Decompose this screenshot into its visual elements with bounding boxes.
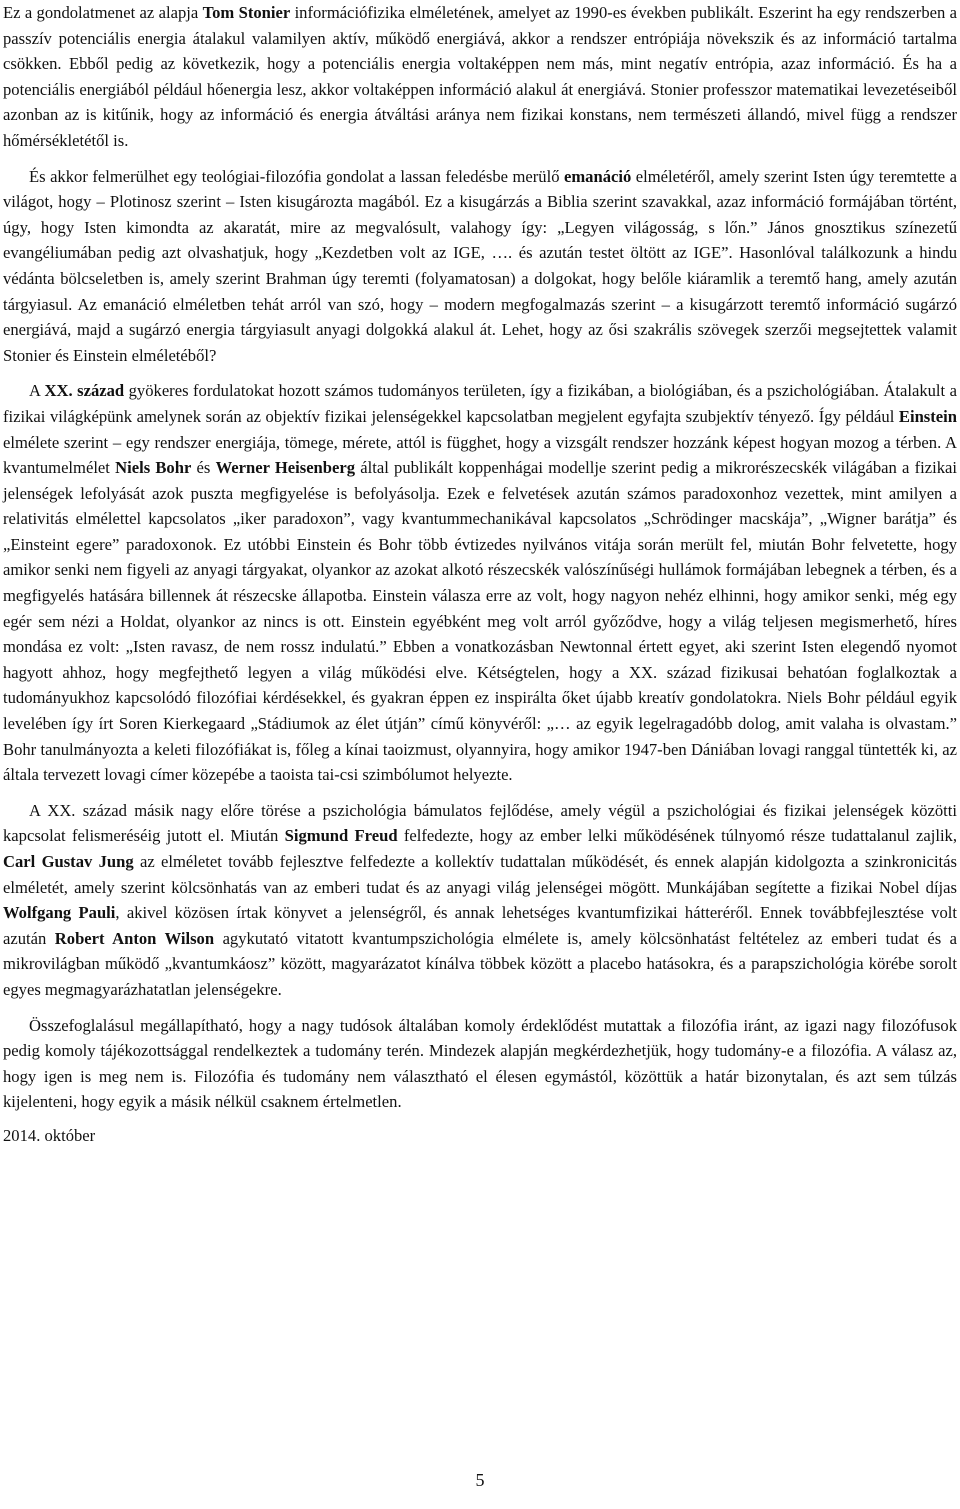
text-segment: A bbox=[29, 381, 45, 401]
bold-term: Einstein bbox=[898, 406, 957, 426]
text-segment: agykutató vitatott kvantumpszichológia elmélete is, amely kölcsönhatást feltételez az emberi tudat és a mikrovilágban működő „kvantumkáosz” között, magyarázatot kínálva többek között a placebo hatásokra, és a parapszichológia körébe sorolt egyes megmagyarázhatatlan jelenségekre. bbox=[3, 928, 958, 999]
bold-term: XX. század bbox=[44, 381, 125, 401]
bold-term: Sigmund Freud bbox=[284, 826, 398, 846]
text-segment: Összefoglalásul megállapítható, hogy a nagy tudósok általában komoly érdeklődést mutattak a filozófia iránt, az igazi nagy filozófusok pedig komoly tájékozottsággal rendelkeztek a tudomány terén. Mindezek alapján megkérdezhetjük, hogy tudomány-e a filozófia. A válasz az, hogy igen is meg nem is. Filozófia és tudomány nem választható el élesen egymástól, közöttük a határ bizonytalan, és azt sem túlzás kijelenteni, hogy egyik a másik nélkül csaknem értelmetlen. bbox=[3, 1015, 957, 1112]
bold-term: Tom Stonier bbox=[202, 3, 291, 22]
text-segment: , akivel közösen írtak könyvet a jelenségről, és annak lehetséges kvantumfizikai hátteréről. Ennek továbbfejlesztése volt azután bbox=[3, 903, 957, 948]
paragraph bbox=[3, 1013, 957, 1115]
text-segment: felfedezte, hogy az ember lelki működésének túlnyomó része tudattalanul zajlik, bbox=[397, 826, 958, 846]
text-segment: és bbox=[191, 458, 216, 478]
text-segment: A XX. század másik nagy előre törése a pszichológia bámulatos fejlődése, amely végül a pszichológiai és fizikai jelenségek közötti kapcsolat felismeréséig jutott el. Miután bbox=[3, 800, 957, 846]
bold-term: Carl Gustav Jung bbox=[3, 852, 134, 871]
text-segment: Ez a gondolatmenet az alapja bbox=[3, 3, 203, 22]
bold-term: Niels Bohr bbox=[115, 458, 192, 478]
text-segment: az elméletet tovább fejlesztve felfedezte a kollektív tudattalan működését, és ennek alapján kidolgozta a szinkronicitás elméletét, amely szerint kölcsönhatás van az emberi tudat és az anyagi világ jelenségei mögött. Munkájában segítette a fizikai Nobel díjas bbox=[3, 852, 957, 897]
text-segment: információfizika elméletének, amelyet az 1990-es években publikált. Eszerint ha egy rendszerben a passzív potenciális energia átalakul valamilyen aktív, működő energiává, akkor a rendszer entrópiája növekszik és az információ tartalma csökken. Ebből pedig az következik, hogy a potenciális energia voltaképpen nem más, mint negatív entrópia, azaz információ. És ha a potenciális energiából például hőenergia lesz, akkor voltaképpen információ alakul át energiává. Stonier professzor matematikai levezetéseiből azonban az is kitűnik, hogy az információ és energia átváltási aránya nem fizikai konstans, nem természeti állandó, mivel függ a rendszer hőmérsékletétől is. bbox=[3, 3, 957, 150]
text-segment: gyökeres fordulatokat hozott számos tudományos területen, így a fizikában, a biológiában, és a pszichológiában. Átalakult a fizikai világképünk amelynek során az objektív fizikai jelenségekkel kapcsolatban megjelent egyfajta szubjektív tényező. Így például bbox=[3, 381, 957, 426]
bold-term: emanáció bbox=[563, 166, 632, 186]
paragraph bbox=[3, 164, 957, 369]
document-page bbox=[3, 0, 957, 1149]
text-segment: által publikált koppenhágai modellje szerint pedig a mikrorészecskék világában a fizikai jelenségek lefolyását azok puszta megfigyelése is befolyásolja. Ezek e felvetések azután számos paradoxonhoz vezettek, mint amilyen a relativitás elmélettel kapcsolatos „iker paradoxon”, vagy kvantummechanikával kapcsolatos „Schrödinger macskája”, „Wigner barátja” és „Einsteint egere” paradoxonok. Ez utóbbi Einstein és Bohr több évtizedes nyilvános vitája során merült fel, miután Bohr felvetette, hogy amikor senki nem figyeli az anyagi tárgyakat, olyankor az azokat alkotó részecskék valószínűségi hullámok formájában lebegnek a térben, és a megfigyelés hatására billennek át részecske állapotba. Einstein válasza erre az volt, hogy nagyon nehéz elhinni, hogy amikor senki, még egy egér sem nézi a Holdat, olyankor az nincs is ott. Einstein egyébként meg volt arról győződve, hogy a világ teljesen megismerhető, híres mondása ez volt: „Isten ravasz, de nem rossz indulatú.” Ebben a vonatkozásban Newtonnal értett egyet, aki szerint Isten elegendő nyomot hagyott ahhoz, hogy megfejthető legyen a világ működési elve. Kétségtelen, hogy a XX. század fizikusai behatóan foglalkoztak a tudományukhoz kapcsolódó filozófiai kérdésekkel, és gyakran éppen ez inspirálta őket újabb kreatív gondolatokra. Niels Bohr például egyik levelében így írt Soren Kierkegaard „Stádiumok az élet útján” című könyvéről: „… az egyik legelragadóbb dolog, amit valaha is olvastam.” Bohr tanulmányozta a keleti filozófiákat is, főleg a kínai taoizmust, olyannyira, hogy amikor 1947-ben Dániában lovagi ranggal tüntették ki, az általa tervezett lovagi címer közepébe a taoista tai-csi szimbólumot helyezte. bbox=[3, 458, 957, 785]
text-segment: elméletéről, amely szerint Isten úgy teremtette a világot, hogy – Plotinosz szerint – Isten kisugározta magából. Ez a kisugárzás a Biblia szerint szavakkal, azaz információ formájában történt, úgy, hogy Isten kimondta az akaratát, mire az megvalósult, valahogy így: „Legyen világosság, s lőn.” János gnosztikus színezetű evangéliumában pedig azt olvashatjuk, hogy „Kezdetben volt az IGE, …. és azután testet öltött az IGE”. Hasonlóval találkozunk a hindu védánta bölcseletben is, amely szerint Brahman úgy teremti (folyamatosan) a dolgokat, hogy belőle kiáramlik a teremtő hang, amely azután tárgyiasul. Az emanáció elméletben tehát arról van szó, hogy – modern megfogalmazás szerint – a kisugárzott teremtő információ sugárzó energiává, majd a sugárzó energia tárgyiasult anyagi dolgokká alakul át. Lehet, hogy az ősi szakrális szövegek szerzői megsejtettek valamit Stonier és Einstein elméletéből? bbox=[3, 166, 957, 365]
bold-term: Wolfgang Pauli bbox=[3, 903, 116, 923]
text-segment: elmélete szerint – egy rendszer energiája, tömege, mérete, attól is függhet, hogy a vizsgált rendszer hozzánk képest hogyan mozog a térben. A kvantumelmélet bbox=[3, 432, 957, 478]
document-date: 2014. október bbox=[3, 1125, 96, 1145]
paragraph bbox=[3, 378, 957, 788]
bold-term: Robert Anton Wilson bbox=[54, 928, 215, 948]
paragraph bbox=[3, 798, 957, 1003]
page-number: 5 bbox=[475, 1470, 485, 1490]
paragraph bbox=[3, 0, 957, 154]
bold-term: Werner Heisenberg bbox=[215, 458, 356, 478]
text-segment: És akkor felmerülhet egy teológiai-filozófia gondolat a lassan feledésbe merülő bbox=[29, 166, 564, 186]
document-body bbox=[3, 0, 957, 1115]
